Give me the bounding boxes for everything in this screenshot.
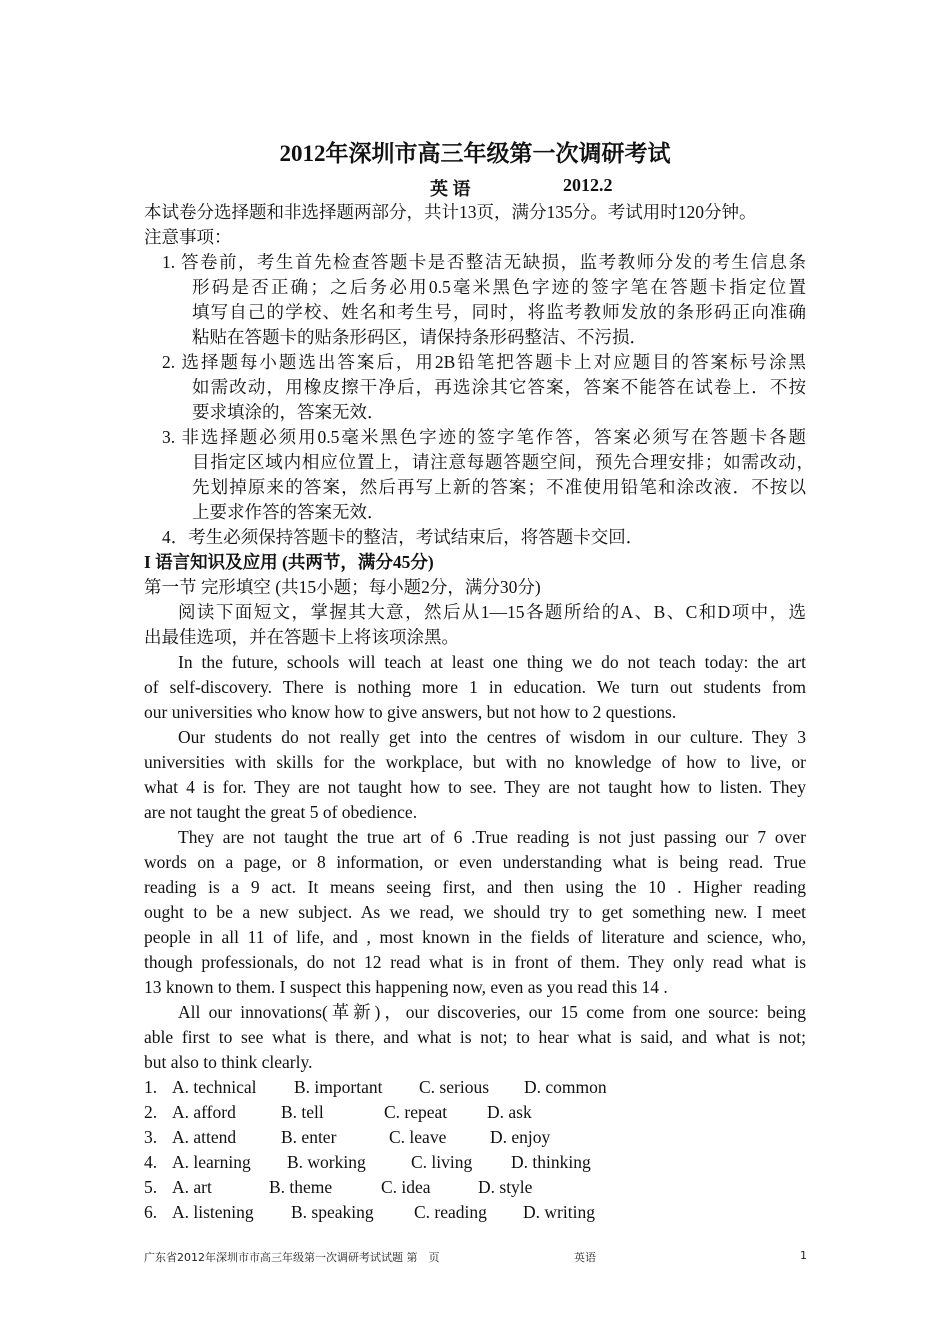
option-a: A. technical xyxy=(172,1077,257,1097)
option-row xyxy=(144,1075,844,1099)
passage-line: people in all 11 of life, and , most known in the fields of literature and science, who, xyxy=(144,927,806,947)
option-c: C. living xyxy=(411,1152,473,1172)
option-d: D. thinking xyxy=(511,1152,591,1172)
option-b: B. theme xyxy=(269,1177,333,1197)
passage-line: words on a page, or 8 information, or even understanding what is being read. True xyxy=(144,852,806,872)
option-a: A. listening xyxy=(172,1202,254,1222)
passage-line: Our students do not really get into the centres of wisdom in our culture. They 3 xyxy=(178,727,806,747)
option-c: C. repeat xyxy=(384,1102,448,1122)
passage-line: universities with skills for the workplace, but with no knowledge of how to live, or xyxy=(144,752,806,772)
notice-3-line-2: 目指定区域内相应位置上，请注意每题答题空间，预先合理安排；如需改动， xyxy=(192,452,814,472)
option-d: D. writing xyxy=(523,1202,595,1222)
notice-3-line-3: 先划掉原来的答案，然后再写上新的答案；不准使用铅笔和涂改液．不按以 xyxy=(192,477,806,497)
question-number: 2. xyxy=(144,1102,158,1122)
passage-line: though professionals, do not 12 read what is in front of them. They only read what is xyxy=(144,952,806,972)
passage-line: of self-discovery. There is nothing more 1 in education. We turn out students from xyxy=(144,677,806,697)
notice-heading: 注意事项： xyxy=(144,227,232,247)
option-row xyxy=(144,1125,844,1149)
question-number: 4. xyxy=(144,1152,158,1172)
passage-line: our universities who know how to give answers, but not how to 2 questions. xyxy=(144,702,677,722)
option-b: B. enter xyxy=(281,1127,337,1147)
notice-3-line-4: 上要求作答的答案无效． xyxy=(192,502,385,522)
passage-line: able first to see what is there, and what is not; to hear what is said, and what is not; xyxy=(144,1027,806,1047)
question-number: 3. xyxy=(144,1127,158,1147)
passage-line: They are not taught the true art of 6 .True reading is not just passing our 7 over xyxy=(178,827,806,847)
option-row xyxy=(144,1150,844,1174)
option-c: C. leave xyxy=(389,1127,447,1147)
option-c: C. reading xyxy=(414,1202,487,1222)
option-d: D. common xyxy=(524,1077,607,1097)
page-title: 2012年深圳市高三年级第一次调研考试 xyxy=(279,141,671,166)
passage-line: ought to be a new subject. As we read, we should try to get something new. I meet xyxy=(144,902,806,922)
option-row xyxy=(144,1175,844,1199)
part1-heading: I 语言知识及应用 (共两节，满分45分) xyxy=(144,552,434,572)
subject-label: 英 语 xyxy=(430,179,471,199)
notice-1-line-1: 1. 答卷前，考生首先检查答题卡是否整洁无缺损，监考教师分发的考生信息条 xyxy=(162,252,806,272)
option-c: C. idea xyxy=(381,1177,431,1197)
footer-left: 广东省2012年深圳市市高三年级第一次调研考试试题 第 页 xyxy=(144,1251,440,1264)
option-row xyxy=(144,1100,844,1124)
option-a: A. attend xyxy=(172,1127,237,1147)
section1-heading: 第一节 完形填空 (共15小题；每小题2分，满分30分) xyxy=(144,577,541,597)
option-b: B. speaking xyxy=(291,1202,374,1222)
option-d: D. enjoy xyxy=(490,1127,551,1147)
question-number: 1. xyxy=(144,1077,158,1097)
question-number: 5. xyxy=(144,1177,158,1197)
intro-text: 本试卷分选择题和非选择题两部分，共计13页，满分135分。考试用时120分钟。 xyxy=(144,202,757,222)
passage-line: are not taught the great 5 of obedience. xyxy=(144,802,418,822)
option-a: A. learning xyxy=(172,1152,251,1172)
passage-line: reading is a 9 act. It means seeing first, and then using the 10 . Higher reading xyxy=(144,877,806,897)
notice-3-line-1: 3. 非选择题必须用0.5毫米黑色字迹的签字笔作答，答案必须写在答题卡各题 xyxy=(162,427,806,447)
notice-2-line-1: 2. 选择题每小题选出答案后，用2B铅笔把答题卡上对应题目的答案标号涂黑 xyxy=(162,352,806,372)
exam-date: 2012.2 xyxy=(563,175,613,195)
option-b: B. working xyxy=(287,1152,366,1172)
notice-1-line-4: 粘贴在答题卡的贴条形码区，请保持条形码整洁、不污损． xyxy=(192,327,647,347)
passage-line: All our innovations(革新)，our discoveries, our 15 come from one source: being xyxy=(178,1002,806,1022)
passage-line: but also to think clearly. xyxy=(144,1052,313,1072)
option-b: B. tell xyxy=(281,1102,324,1122)
page-number: 1 xyxy=(800,1249,807,1262)
question-number: 6. xyxy=(144,1202,158,1222)
option-a: A. afford xyxy=(172,1102,236,1122)
option-d: D. style xyxy=(478,1177,533,1197)
notice-1-line-2: 形码是否正确；之后务必用0.5毫米黑色字迹的签字笔在答题卡指定位置 xyxy=(192,277,806,297)
notice-1-line-3: 填写自己的学校、姓名和考生号，同时，将监考教师发放的条形码正向准确 xyxy=(192,302,806,322)
notice-4-line-1: 4．考生必须保持答题卡的整洁，考试结束后，将答题卡交回． xyxy=(162,527,644,547)
option-a: A. art xyxy=(172,1177,212,1197)
passage-line: 13 known to them. I suspect this happening now, even as you read this 14 . xyxy=(144,977,668,997)
option-b: B. important xyxy=(294,1077,383,1097)
option-c: C. serious xyxy=(419,1077,489,1097)
notice-2-line-2: 如需改动，用橡皮擦干净后，再选涂其它答案，答案不能答在试卷上．不按 xyxy=(192,377,806,397)
notice-2-line-3: 要求填涂的，答案无效． xyxy=(192,402,385,422)
passage-line: what 4 is for. They are not taught how to see. They are not taught how to listen. They xyxy=(144,777,806,797)
instruction-line-1: 阅读下面短文，掌握其大意，然后从1—15各题所给的A、B、C和D项中，选 xyxy=(178,602,806,622)
footer-subject: 英语 xyxy=(574,1251,596,1264)
instruction-line-2: 出最佳选项，并在答题卡上将该项涂黑。 xyxy=(144,627,459,647)
option-d: D. ask xyxy=(487,1102,532,1122)
passage-line: In the future, schools will teach at least one thing we do not teach today: the art xyxy=(178,652,806,672)
option-row xyxy=(144,1200,844,1224)
